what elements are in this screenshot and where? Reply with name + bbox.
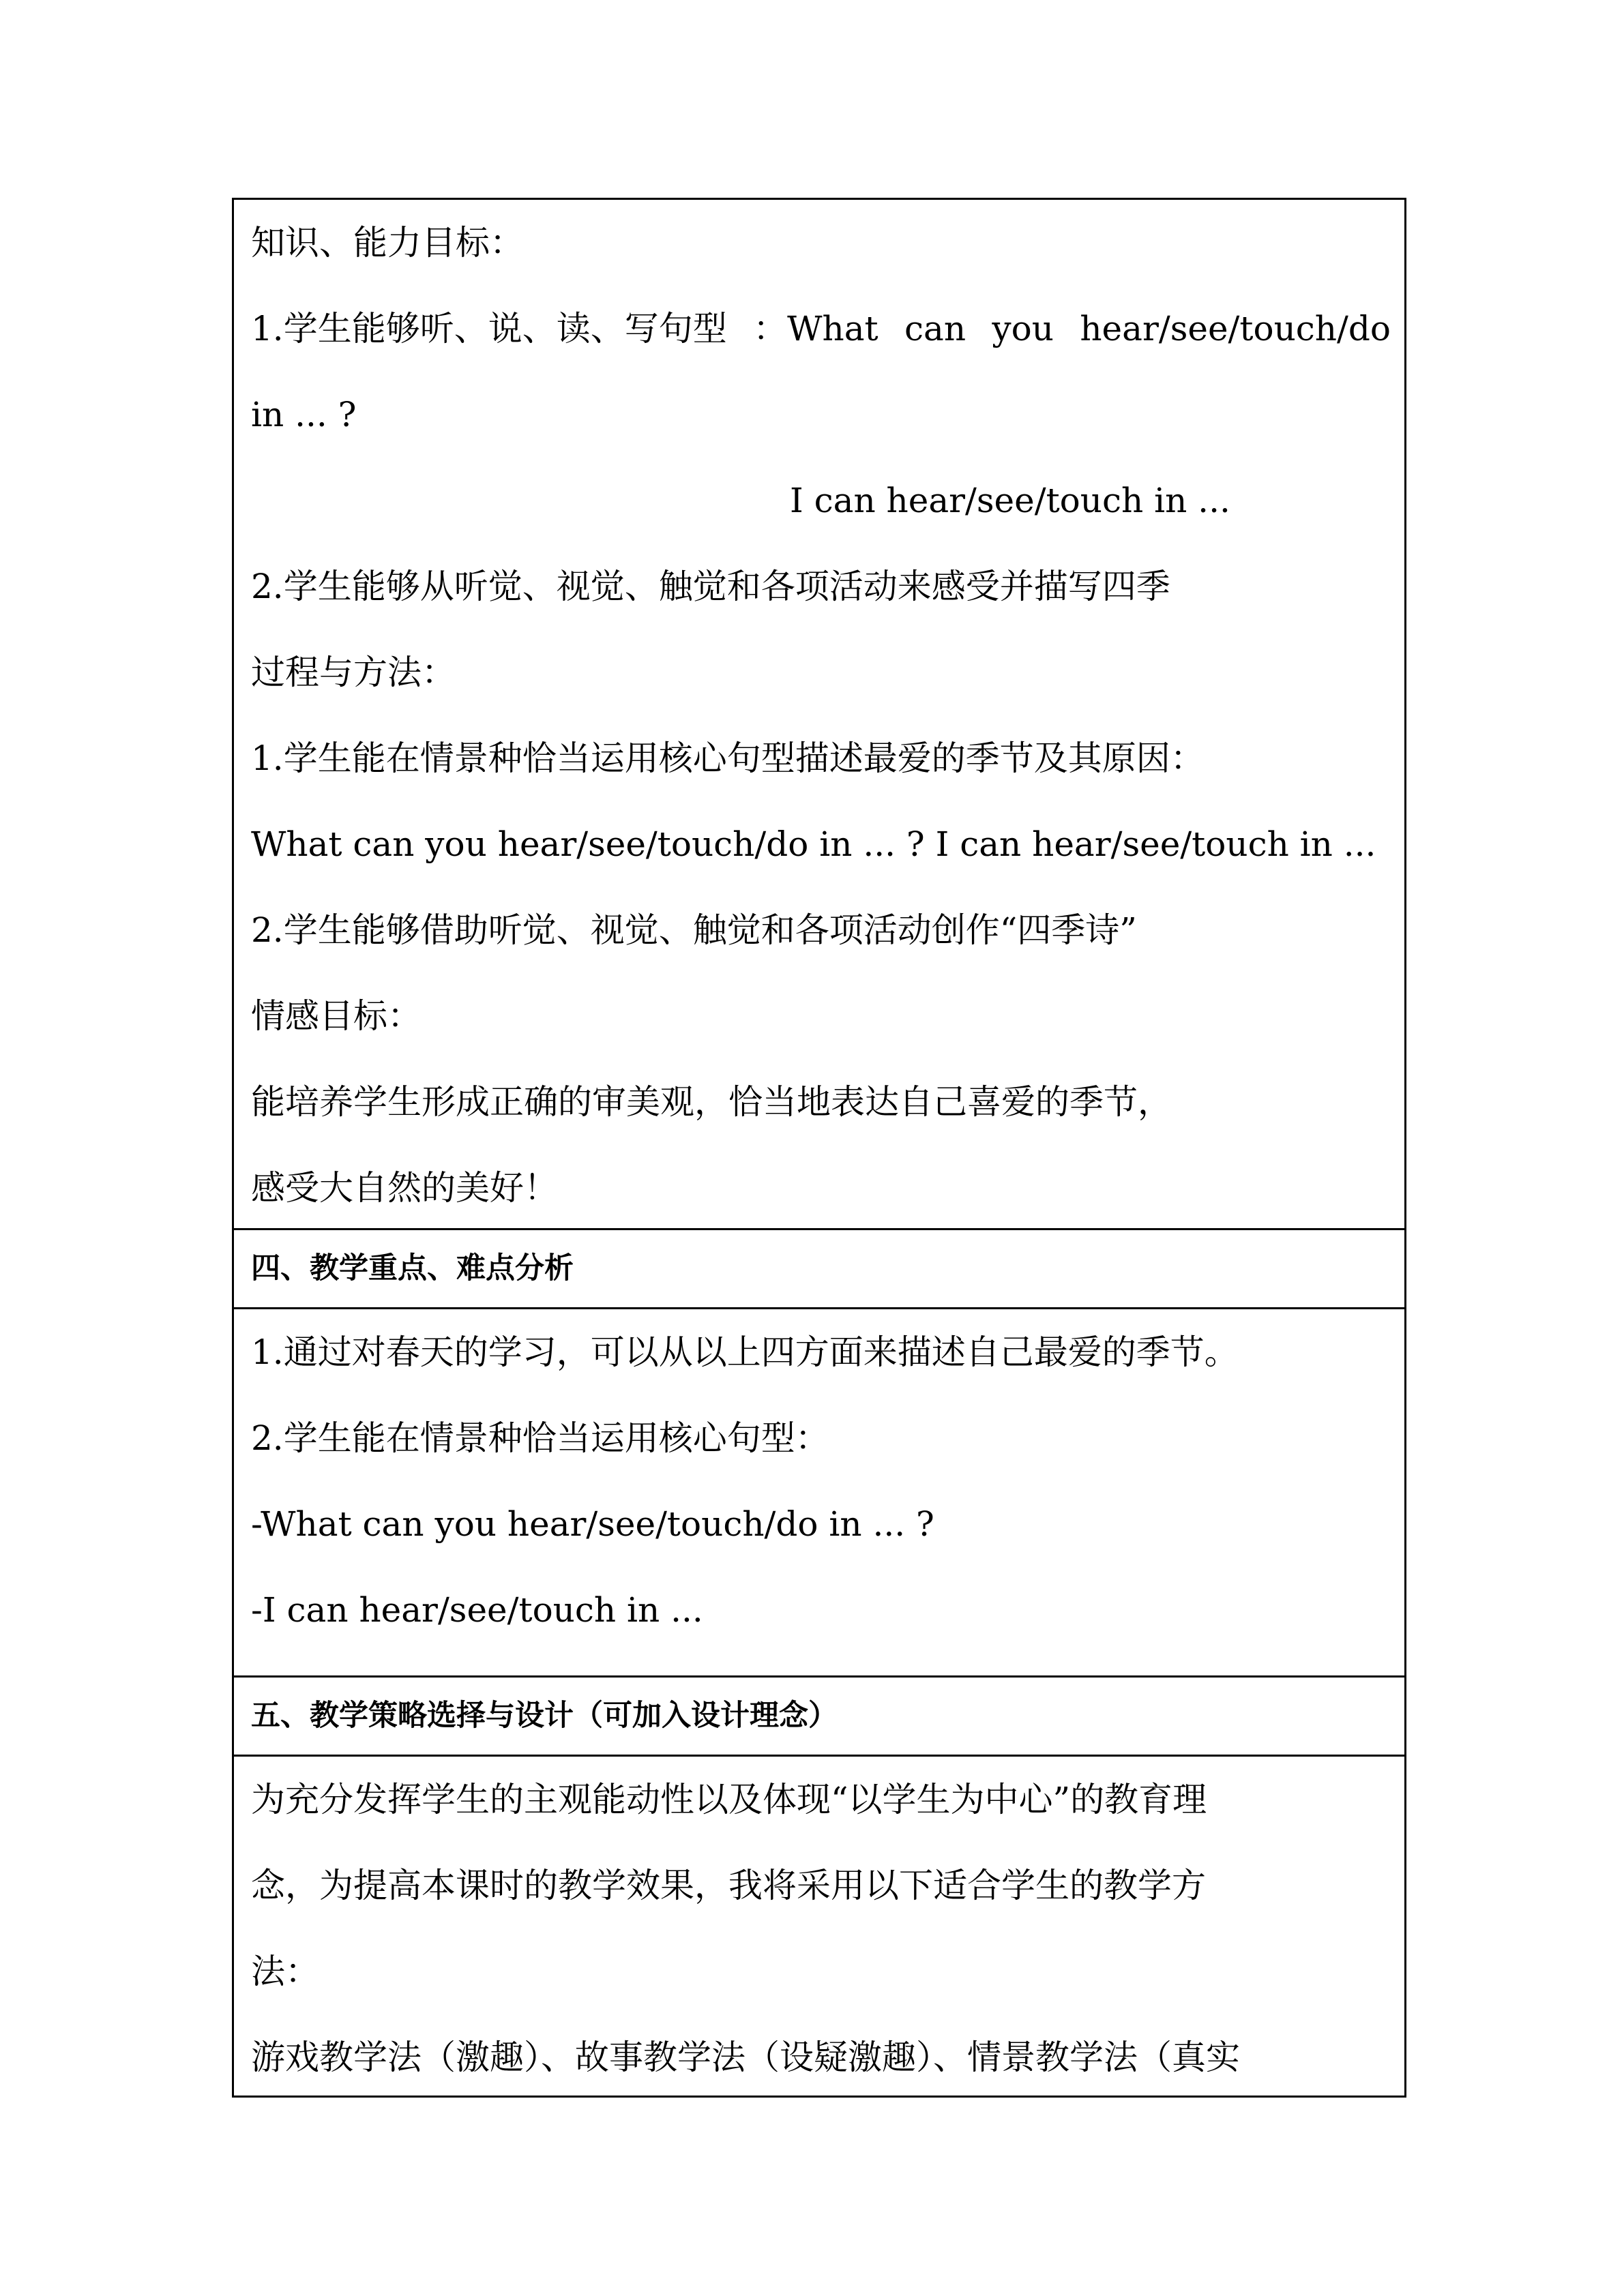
- knowledge-objective-1: [251, 286, 1391, 372]
- key-points-cell: [234, 1307, 1404, 1675]
- section-5-heading: 五、教学策略选择与设计（可加入设计理念）: [251, 1699, 838, 1733]
- section-4-heading: 四、教学重点、难点分析: [251, 1251, 574, 1285]
- process-objective-2: 2.学生能够借助听觉、视觉、触觉和各项活动创作“四季诗”: [251, 910, 1137, 950]
- knowledge-objective-1-word: you: [992, 309, 1054, 348]
- strategy-cell: [234, 1755, 1404, 2096]
- emotion-objective-title: 情感目标：: [251, 996, 422, 1036]
- strategy-line-2: 念，为提高本课时的教学效果，我将采用以下适合学生的教学方: [251, 1866, 1206, 1905]
- key-sentence-answer: -I can hear/see/touch in ...: [251, 1590, 703, 1630]
- process-objective-1: 1.学生能在情景种恰当运用核心句型描述最爱的季节及其原因：: [251, 739, 1205, 778]
- knowledge-objective-1-continued: in ... ?: [251, 395, 357, 434]
- knowledge-objective-1-word: ：What: [753, 309, 879, 348]
- key-point-2: 2.学生能在情景种恰当运用核心句型：: [251, 1418, 829, 1458]
- knowledge-objectives-title: 知识、能力目标：: [251, 223, 524, 263]
- knowledge-objective-2: 2.学生能够从听觉、视觉、触觉和各项活动来感受并描写四季: [251, 567, 1170, 606]
- strategy-line-3: 法：: [251, 1952, 319, 1991]
- process-method-title: 过程与方法：: [251, 653, 456, 692]
- objectives-cell: [234, 200, 1404, 1228]
- strategy-line-4: 游戏教学法（激趣）、故事教学法（设疑激趣）、情景教学法（真实: [251, 2038, 1240, 2077]
- emotion-objective-line-2: 感受大自然的美好！: [251, 1168, 558, 1208]
- process-objective-1-sentence: What can you hear/see/touch/do in ... ? I can hear/see/touch in ...: [251, 824, 1376, 864]
- strategy-line-1: 为充分发挥学生的主观能动性以及体现“以学生为中心”的教育理: [251, 1780, 1207, 1819]
- knowledge-objective-1-answer: I can hear/see/touch in ...: [790, 481, 1230, 520]
- section-4-heading-cell: [234, 1228, 1404, 1307]
- key-sentence-question: -What can you hear/see/touch/do in ... ?: [251, 1504, 934, 1544]
- lesson-plan-table: [232, 198, 1406, 2098]
- key-point-1: 1.通过对春天的学习，可以从以上四方面来描述自己最爱的季节。: [251, 1332, 1239, 1372]
- knowledge-objective-1-word: can: [904, 309, 966, 348]
- knowledge-objective-1-text: 1.学生能够听、说、读、写句型: [251, 309, 727, 348]
- section-5-heading-cell: [234, 1675, 1404, 1755]
- emotion-objective-line-1: 能培养学生形成正确的审美观，恰当地表达自己喜爱的季节，: [251, 1082, 1172, 1122]
- knowledge-objective-1-word: hear/see/touch/do: [1080, 309, 1391, 348]
